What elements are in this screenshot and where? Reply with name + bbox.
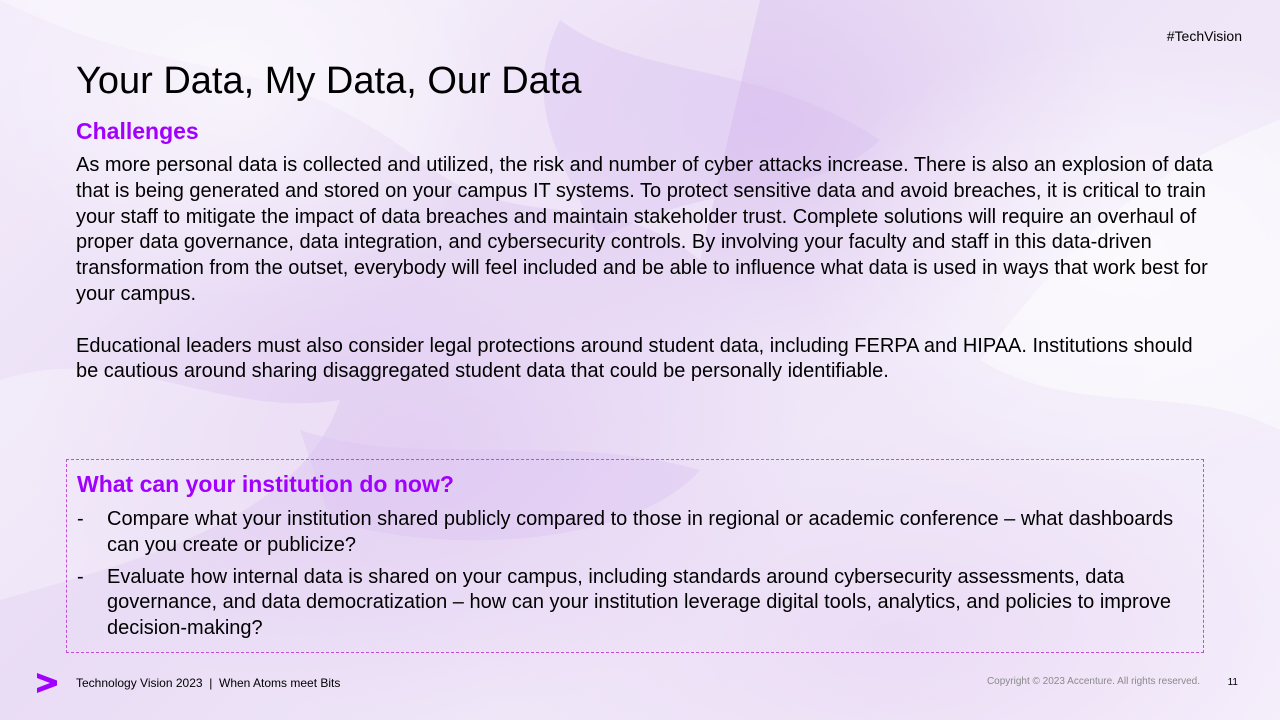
page-number: 11 [1227,677,1238,688]
challenges-heading: Challenges [76,118,199,144]
dash-bullet-icon: - [77,565,84,588]
actions-callout-box [66,459,1204,653]
challenges-paragraph: Educational leaders must also consider legal protections around student data, including FERPA and HIPAA. Institutions should be cautious around sharing disaggregated student data that could be personally identifiable. [76,334,1193,383]
actions-heading: What can your institution do now? [77,471,454,497]
action-item-text: Evaluate how internal data is shared on your campus, including standards around cybersecurity assessments, data governance, and data democratization – how can your institution leverage digital tools, analytics, and policies to improve decision-making? [107,565,1171,640]
footer-tagline: Technology Vision 2023 | When Atoms meet Bits [76,676,341,690]
challenges-paragraph: As more personal data is collected and utilized, the risk and number of cyber attacks increase. There is also an explosion of data that is being generated and stored on your campus IT systems. To protect sensitive data and avoid breaches, it is critical to train your staff to mitigate the impact of data breaches and maintain stakeholder trust. Complete solutions will require an overhaul of proper data governance, data integration, and cybersecurity controls. By involving your faculty and staff in this data-driven transformation from the outset, everybody will feel included and be able to influence what data is used in ways that work best for your campus. [76,154,1213,305]
hashtag-label: #TechVision [1166,28,1242,44]
action-item-text: Compare what your institution shared publicly compared to those in regional or academic conference – what dashboards can you create or publicize? [107,508,1174,556]
page-title: Your Data, My Data, Our Data [76,60,582,102]
dash-bullet-icon: - [77,508,84,530]
list-item [77,507,1197,559]
list-item [77,565,1197,642]
footer-copyright: Copyright © 2023 Accenture. All rights reserved. [986,676,1200,687]
actions-list [77,507,1197,648]
challenges-body [76,153,1216,385]
accenture-chevron-icon [36,672,58,694]
